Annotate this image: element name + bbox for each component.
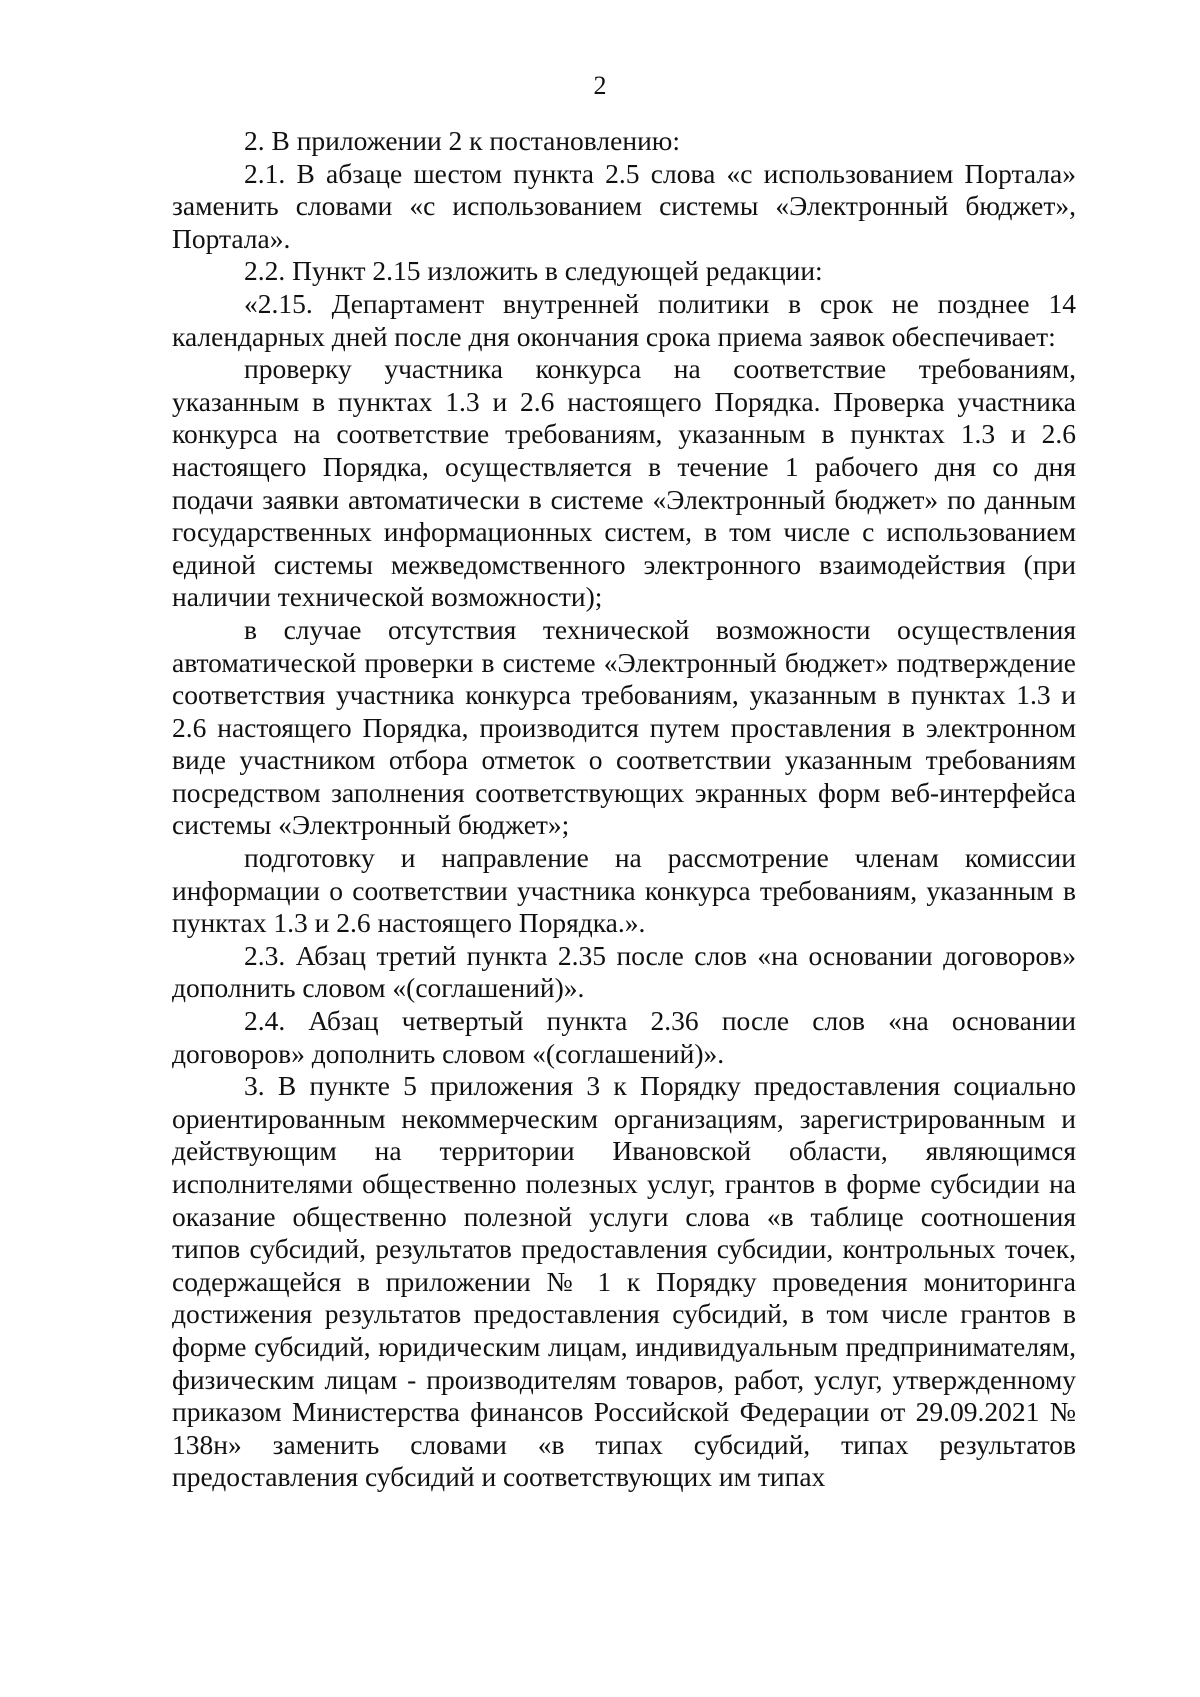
paragraph-no-technical-possibility: в случае отсутствия технической возможности осуществления автоматической проверки в системе «Электронный бюджет» подтверждение соответствия участника конкурса требованиям, указанным в пунктах 1.3 и 2.6 настоящего Порядка, производится путем проставления в электронном виде участником отбора отметок о соответствии указанным требованиям посредством заполнения соответствующих экранных форм веб-интерфейса системы «Электронный бюджет»; (172, 613, 1076, 841)
document-body (172, 125, 1076, 1494)
paragraph-2-15-quote: «2.15. Департамент внутренней политики в срок не позднее 14 календарных дней после дня окончания срока приема заявок обеспечивает: (172, 287, 1076, 352)
paragraph-preparation: подготовку и направление на рассмотрение членам комиссии информации о соответствии участника конкурса требованиям, указанным в пунктах 1.3 и 2.6 настоящего Порядка.». (172, 842, 1076, 939)
paragraph-2-1: 2.1. В абзаце шестом пункта 2.5 слова «с использованием Портала» заменить словами «с использованием системы «Электронный бюджет», Портала». (172, 157, 1076, 254)
paragraph-2-3: 2.3. Абзац третий пункта 2.35 после слов «на основании договоров» дополнить словом «(соглашений)». (172, 939, 1076, 1004)
paragraph-section-2: 2. В приложении 2 к постановлению: (244, 125, 680, 156)
paragraph-2-4: 2.4. Абзац четвертый пункта 2.36 после слов «на основании договоров» дополнить словом «(соглашений)». (172, 1005, 1076, 1069)
paragraph-2-2: 2.2. Пункт 2.15 изложить в следующей редакции: (244, 255, 823, 287)
paragraph-check-participant: проверку участника конкурса на соответствие требованиям, указанным в пунктах 1.3 и 2.6 настоящего Порядка. Проверка участника конкурса на соответствие требованиям, указанным в пунктах 1.3 и 2.6 настоящего Порядка, осуществляется в течение 1 рабочего дня со дня подачи заявки автоматически в системе «Электронный бюджет» по данным государственных информационных систем, в том числе с использованием единой системы межведомственного электронного взаимодействия (при наличии технической возможности); (172, 353, 1076, 613)
page-number: 2 (593, 71, 607, 100)
paragraph-section-3: 3. В пункте 5 приложения 3 к Порядку предоставления социально ориентированным некоммерческим организациям, зарегистрированным и действующим на территории Ивановской области, являющимся исполнителями общественно полезных услуг, грантов в форме субсидии на оказание общественно полезной услуги слова «в таблице соотношения типов субсидий, результатов предоставления субсидии, контрольных точек, содержащейся в приложении № 1 к Порядку проведения мониторинга достижения результатов предоставления субсидий, в том числе грантов в форме субсидий, юридическим лицам, индивидуальным предпринимателям, физическим лицам - производителям товаров, работ, услуг, утвержденному приказом Министерства финансов Российской Федерации от 29.09.2021 № 138н» заменить словами «в типах субсидий, типах результатов предоставления субсидий и соответствующих им типах (172, 1070, 1076, 1493)
